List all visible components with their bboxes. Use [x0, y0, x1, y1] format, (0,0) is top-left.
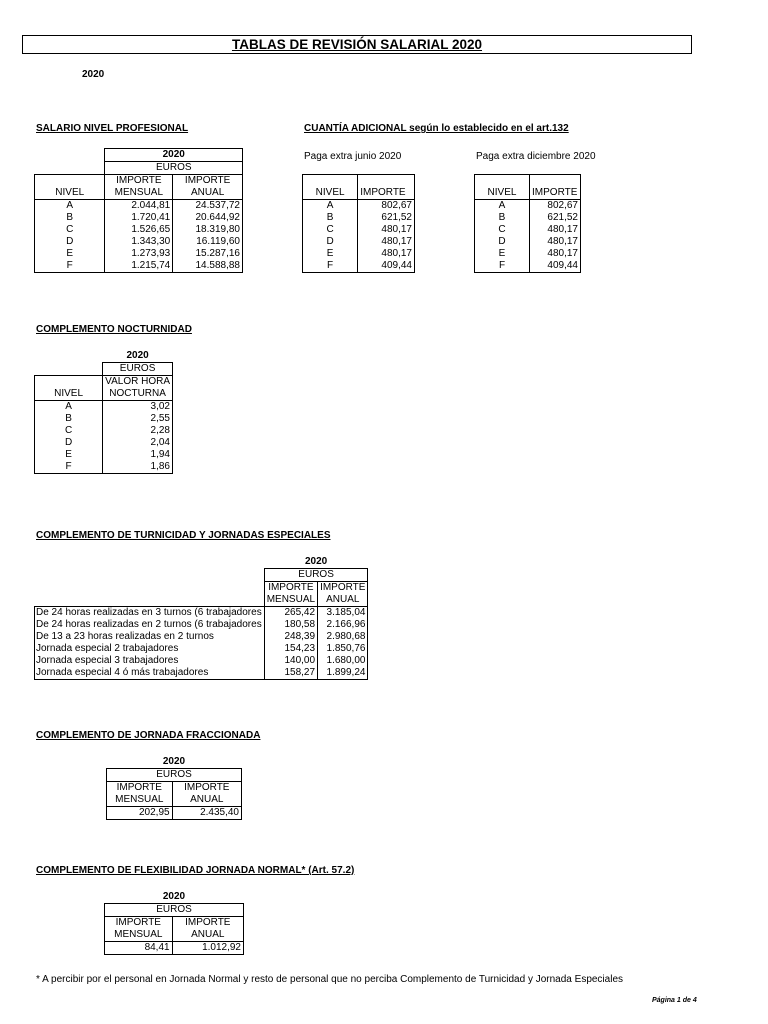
mensual-cell: 1.343,30 [105, 236, 173, 248]
mensual-cell: 1.273,93 [105, 248, 173, 260]
paga-diciembre-label: Paga extra diciembre 2020 [476, 151, 596, 162]
paga-junio-label: Paga extra junio 2020 [304, 151, 402, 162]
diciembre-col-importe: IMPORTE [530, 187, 581, 200]
flexibilidad-currency: EUROS [105, 904, 244, 917]
nivel-cell: B [35, 212, 105, 224]
salario-table [34, 148, 243, 273]
concepto-cell: De 13 a 23 horas realizadas en 2 turnos [35, 631, 265, 643]
fraccionada-mensual: 202,95 [107, 807, 173, 820]
fraccionada-col-anual-1: IMPORTE [172, 782, 241, 795]
nivel-cell: C [303, 224, 358, 236]
nivel-cell: A [303, 200, 358, 213]
concepto-cell: De 24 horas realizadas en 2 turnos (6 trabajadores [35, 619, 265, 631]
table-row [35, 461, 173, 474]
importe-cell: 480,17 [358, 224, 415, 236]
fraccionada-section-title: COMPLEMENTO DE JORNADA FRACCIONADA [36, 730, 261, 741]
turnicidad-table [34, 556, 368, 680]
fraccionada-anual: 2.435,40 [172, 807, 241, 820]
fraccionada-col-mensual-2: MENSUAL [107, 794, 173, 807]
nocturnidad-currency: EUROS [103, 363, 173, 376]
year-label: 2020 [82, 69, 105, 80]
mensual-cell: 265,42 [264, 607, 317, 620]
anual-cell: 1.680,00 [318, 655, 368, 667]
importe-cell: 480,17 [530, 248, 581, 260]
paga-junio-table [302, 174, 415, 273]
table-row [35, 413, 173, 425]
nivel-cell: C [35, 425, 103, 437]
mensual-cell: 1.526,65 [105, 224, 173, 236]
mensual-cell: 1.215,74 [105, 260, 173, 273]
mensual-cell: 2.044,81 [105, 200, 173, 213]
table-row [35, 425, 173, 437]
footnote: * A percibir por el personal en Jornada Normal y resto de personal que no perciba Complemento de Turnicidad y Jornada Especiales [36, 974, 624, 985]
nivel-cell: B [303, 212, 358, 224]
anual-cell: 14.588,88 [173, 260, 243, 273]
fraccionada-year: 2020 [162, 756, 186, 767]
table-row [35, 401, 173, 414]
importe-cell: 802,67 [530, 200, 581, 213]
nivel-cell: F [35, 260, 105, 273]
anual-cell: 1.899,24 [318, 667, 368, 680]
flexibilidad-section-title: COMPLEMENTO DE FLEXIBILIDAD JORNADA NORMAL* (Art. 57.2) [36, 865, 355, 876]
junio-col-nivel: NIVEL [303, 187, 358, 200]
table-row [475, 200, 581, 213]
nocturnidad-col-valor-1: VALOR HORA [103, 376, 173, 389]
salario-currency: EUROS [105, 162, 243, 175]
nivel-cell: D [35, 236, 105, 248]
salario-col-anual-1: IMPORTE [173, 175, 243, 188]
importe-cell: 480,17 [358, 236, 415, 248]
nocturnidad-year: 2020 [126, 350, 149, 361]
fraccionada-col-mensual-1: IMPORTE [107, 782, 173, 795]
mensual-cell: 158,27 [264, 667, 317, 680]
nivel-cell: A [35, 200, 105, 213]
mensual-cell: 140,00 [264, 655, 317, 667]
flexibilidad-anual: 1.012,92 [172, 942, 243, 955]
nivel-cell: A [35, 401, 103, 414]
diciembre-col-nivel: NIVEL [475, 187, 530, 200]
salario-col-nivel: NIVEL [35, 187, 105, 200]
concepto-cell: Jornada especial 3 trabajadores [35, 655, 265, 667]
valor-cell: 2,55 [103, 413, 173, 425]
page-number: Página 1 de 4 [652, 997, 697, 1004]
table-row [35, 224, 243, 236]
turnicidad-col-anual-1: IMPORTE [318, 582, 368, 595]
nivel-cell: B [475, 212, 530, 224]
nivel-cell: D [303, 236, 358, 248]
table-row [303, 200, 415, 213]
table-row [475, 212, 581, 224]
table-row [35, 437, 173, 449]
nivel-cell: C [475, 224, 530, 236]
concepto-cell: Jornada especial 4 ó más trabajadores [35, 667, 265, 680]
nivel-cell: A [475, 200, 530, 213]
table-row [35, 643, 368, 655]
anual-cell: 16.119,60 [173, 236, 243, 248]
flexibilidad-col-anual-1: IMPORTE [172, 917, 243, 930]
salario-section-title: SALARIO NIVEL PROFESIONAL [36, 123, 189, 134]
salario-year: 2020 [105, 149, 243, 162]
table-row [35, 212, 243, 224]
nocturnidad-table [34, 350, 173, 474]
table-row [35, 655, 368, 667]
nivel-cell: E [475, 248, 530, 260]
turnicidad-currency: EUROS [264, 569, 368, 582]
valor-cell: 1,86 [103, 461, 173, 474]
anual-cell: 24.537,72 [173, 200, 243, 213]
mensual-cell: 248,39 [264, 631, 317, 643]
nivel-cell: C [35, 224, 105, 236]
salario-col-anual-2: ANUAL [173, 187, 243, 200]
fraccionada-col-anual-2: ANUAL [172, 794, 241, 807]
nivel-cell: E [303, 248, 358, 260]
table-row [475, 260, 581, 273]
importe-cell: 480,17 [358, 248, 415, 260]
table-row [475, 236, 581, 248]
valor-cell: 1,94 [103, 449, 173, 461]
importe-cell: 621,52 [530, 212, 581, 224]
table-row [35, 631, 368, 643]
mensual-cell: 180,58 [264, 619, 317, 631]
importe-cell: 480,17 [530, 224, 581, 236]
valor-cell: 2,28 [103, 425, 173, 437]
anual-cell: 15.287,16 [173, 248, 243, 260]
salario-col-mensual-1: IMPORTE [105, 175, 173, 188]
turnicidad-col-mensual-1: IMPORTE [264, 582, 317, 595]
anual-cell: 2.166,96 [318, 619, 368, 631]
concepto-cell: De 24 horas realizadas en 3 turnos (6 trabajadores [35, 607, 265, 620]
nivel-cell: D [475, 236, 530, 248]
anual-cell: 20.644,92 [173, 212, 243, 224]
flexibilidad-col-mensual-2: MENSUAL [105, 929, 173, 942]
table-row [35, 236, 243, 248]
importe-cell: 409,44 [358, 260, 415, 273]
table-row [35, 449, 173, 461]
anual-cell: 3.185,04 [318, 607, 368, 620]
table-row [475, 248, 581, 260]
importe-cell: 802,67 [358, 200, 415, 213]
flexibilidad-table [104, 891, 244, 955]
turnicidad-year: 2020 [304, 556, 328, 567]
mensual-cell: 1.720,41 [105, 212, 173, 224]
table-row [475, 224, 581, 236]
flexibilidad-mensual: 84,41 [105, 942, 173, 955]
table-row [303, 248, 415, 260]
table-row [107, 807, 242, 820]
table-row [35, 619, 368, 631]
importe-cell: 480,17 [530, 236, 581, 248]
junio-col-importe: IMPORTE [358, 187, 415, 200]
fraccionada-table [106, 756, 242, 820]
nocturnidad-section-title: COMPLEMENTO NOCTURNIDAD [36, 324, 192, 335]
nivel-cell: F [475, 260, 530, 273]
table-row [35, 260, 243, 273]
anual-cell: 2.980,68 [318, 631, 368, 643]
nivel-cell: D [35, 437, 103, 449]
mensual-cell: 154,23 [264, 643, 317, 655]
table-row [303, 224, 415, 236]
valor-cell: 2,04 [103, 437, 173, 449]
nivel-cell: F [35, 461, 103, 474]
anual-cell: 1.850,76 [318, 643, 368, 655]
table-row [105, 942, 244, 955]
table-row [35, 667, 368, 680]
salario-col-mensual-2: MENSUAL [105, 187, 173, 200]
nivel-cell: E [35, 449, 103, 461]
flexibilidad-col-mensual-1: IMPORTE [105, 917, 173, 930]
paga-diciembre-table [474, 174, 581, 273]
nocturnidad-col-valor-2: NOCTURNA [103, 388, 173, 401]
nocturnidad-col-nivel: NIVEL [35, 388, 103, 401]
nivel-cell: B [35, 413, 103, 425]
table-row [303, 260, 415, 273]
flexibilidad-year: 2020 [162, 891, 186, 902]
cuantia-section-title: CUANTÍA ADICIONAL según lo establecido en el art.132 [304, 123, 569, 134]
turnicidad-col-anual-2: ANUAL [318, 594, 368, 607]
valor-cell: 3,02 [103, 401, 173, 414]
nivel-cell: E [35, 248, 105, 260]
document-title: TABLAS DE REVISIÓN SALARIAL 2020 [22, 35, 692, 54]
turnicidad-col-mensual-2: MENSUAL [264, 594, 317, 607]
table-row [303, 236, 415, 248]
table-row [303, 212, 415, 224]
table-row [35, 248, 243, 260]
nivel-cell: F [303, 260, 358, 273]
importe-cell: 409,44 [530, 260, 581, 273]
concepto-cell: Jornada especial 2 trabajadores [35, 643, 265, 655]
flexibilidad-col-anual-2: ANUAL [172, 929, 243, 942]
table-row [35, 607, 368, 620]
turnicidad-section-title: COMPLEMENTO DE TURNICIDAD Y JORNADAS ESPECIALES [36, 530, 331, 541]
table-row [35, 200, 243, 213]
importe-cell: 621,52 [358, 212, 415, 224]
anual-cell: 18.319,80 [173, 224, 243, 236]
fraccionada-currency: EUROS [107, 769, 242, 782]
